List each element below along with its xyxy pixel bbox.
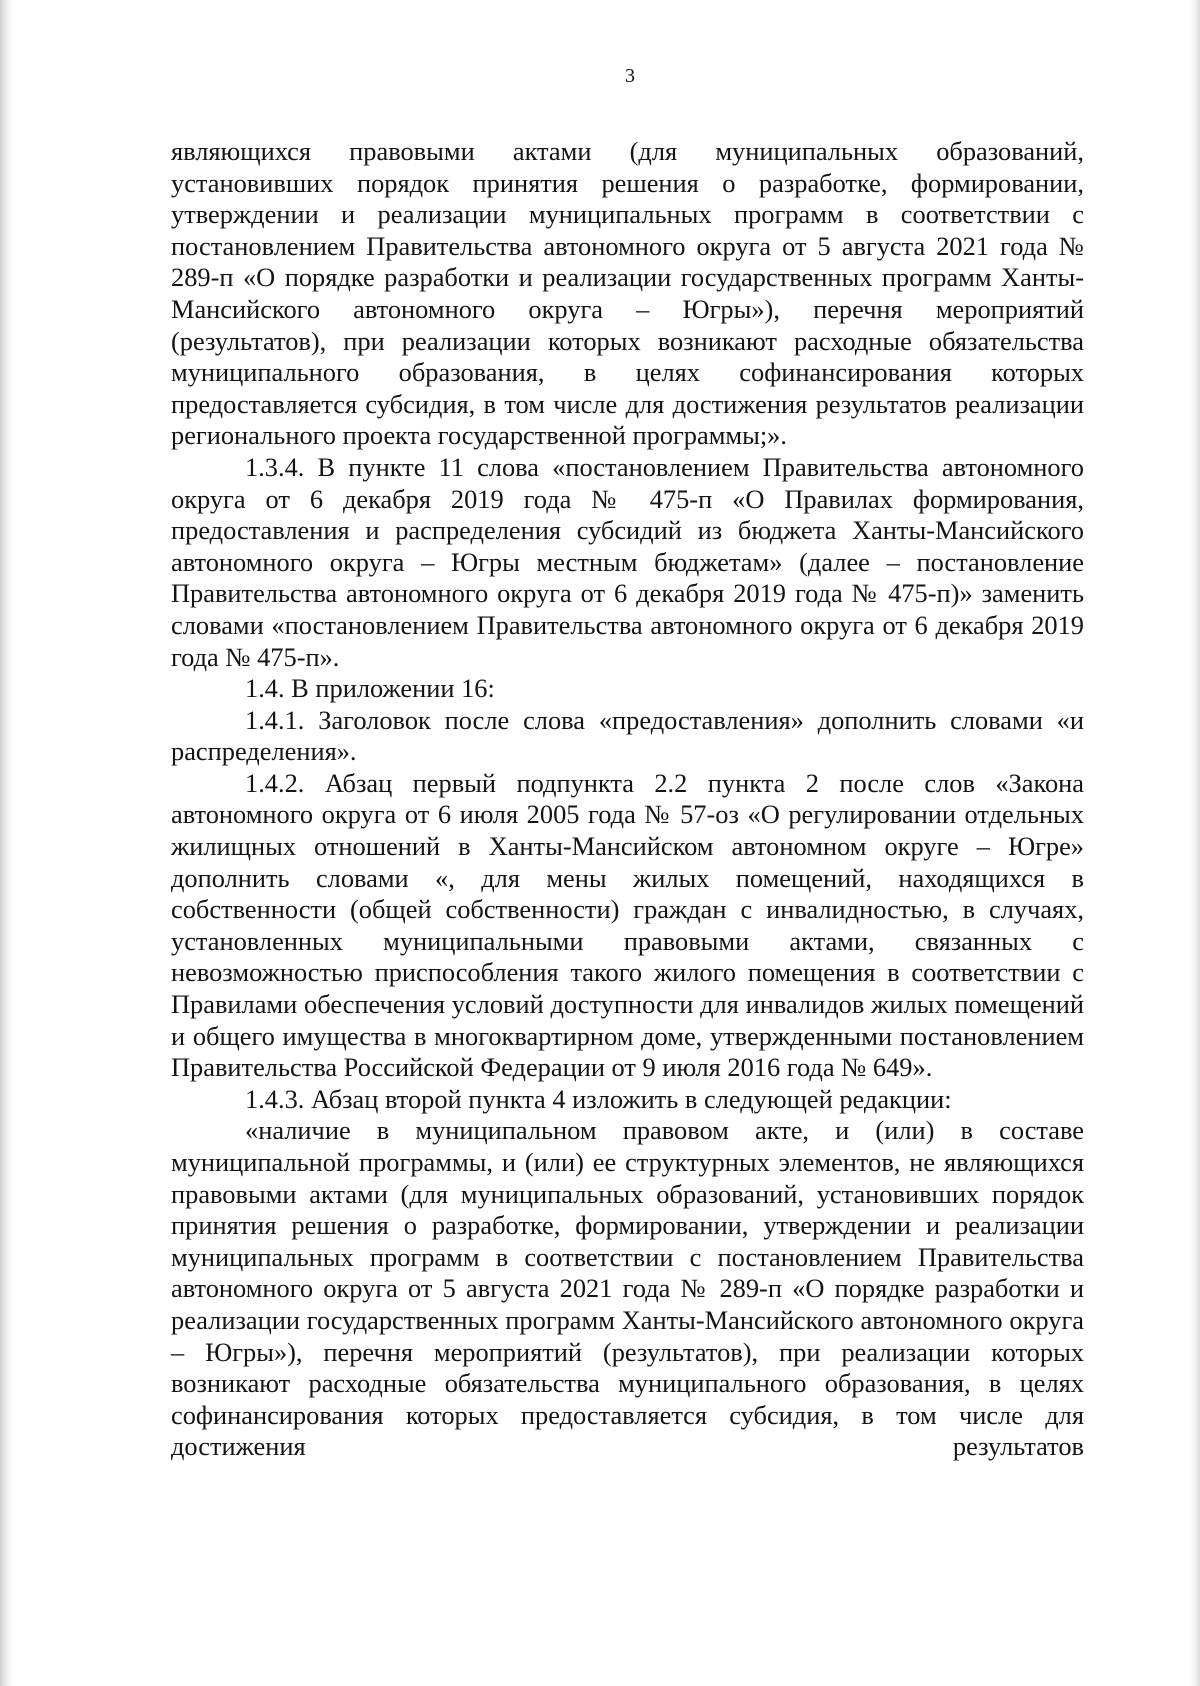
paragraph-item-1-4-1: 1.4.1. Заголовок после слова «предоставления» дополнить словами «и распределения». [171,704,1084,767]
paragraph-item-1-3-4: 1.3.4. В пункте 11 слова «постановлением Правительства автономного округа от 6 декабря 2019 года № 475-п «О Правилах формирования, предоставления и распределения субсидий из бюджета Ханты-Мансийского автономного округа – Югры местным бюджетам» (далее – постановление Правительства автономного округа от 6 декабря 2019 года № 475-п)» заменить словами «постановлением Правительства автономного округа от 6 декабря 2019 года № 475-п». [171,451,1084,672]
paragraph-item-1-4-3: 1.4.3. Абзац второй пункта 4 изложить в следующей редакции: [245,1083,952,1114]
paragraph-continuation: являющихся правовыми актами (для муниципальных образований, установивших порядок принятия решения о разработке, формировании, утверждении и реализации муниципальных программ в соответствии с постановлением Правительства автономного округа от 5 августа 2021 года № 289-п «О порядке разработки и реализации государственных программ Ханты-Мансийского автономного округа – Югры»), перечня мероприятий (результатов), при реализации которых возникают расходные обязательства муниципального образования, в целях софинансирования которых предоставляется субсидия, в том числе для достижения результатов реализации регионального проекта государственной программы;». [171,136,1084,451]
paragraph-item-1-4-2: 1.4.2. Абзац первый подпункта 2.2 пункта 2 после слов «Закона автономного округа от 6 июля 2005 года № 57-оз «О регулировании отдельных жилищных отношений в Ханты-Мансийском автономном округе – Югре» дополнить словами «, для мены жилых помещений, находящихся в собственности (общей собственности) граждан с инвалидностью, в случаях, установленных муниципальными правовыми актами, связанных с невозможностью приспособления такого жилого помещения в соответствии с Правилами обеспечения условий доступности для инвалидов жилых помещений и общего имущества в многоквартирном доме, утвержденными постановлением Правительства Российской Федерации от 9 июля 2016 года № 649». [171,767,1084,1083]
scan-edge-right [1190,0,1200,1686]
paragraph-quoted-new-text: «наличие в муниципальном правовом акте, и (или) в составе муниципальной программы, и (или) ее структурных элементов, не являющихся правовыми актами (для муниципальных образований, установивших порядок принятия решения о разработке, формировании, утверждении и реализации муниципальных программ в соответствии с постановлением Правительства автономного округа от 5 августа 2021 года № 289-п «О порядке разработки и реализации государственных программ Ханты-Мансийского автономного округа – Югры»), перечня мероприятий (результатов), при реализации которых возникают расходные обязательства муниципального образования, в целях софинансирования которых предоставляется субсидия, в том числе для достижения результатов [171,1115,1084,1462]
page-number: 3 [625,65,635,87]
scan-edge-left [0,0,14,1686]
document-body [171,136,1084,1463]
paragraph-item-1-4: 1.4. В приложении 16: [245,673,495,704]
